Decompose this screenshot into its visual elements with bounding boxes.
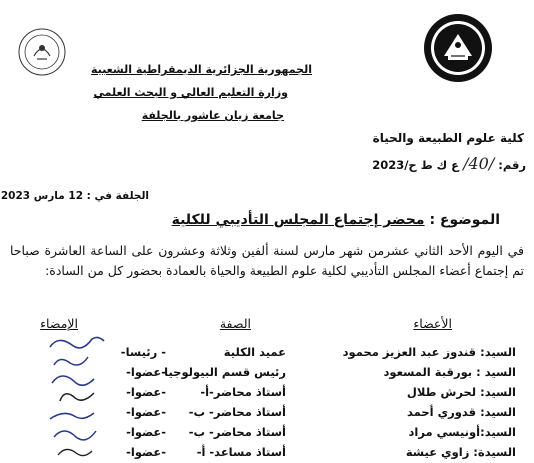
republic-heading: الجمهورية الجزائرية الديمقراطية الشعبية [91, 63, 312, 76]
member-name: السيد : بورقبة المسعود [383, 365, 516, 379]
date-line: الجلفة في : 12 مارس 2023 [0, 190, 149, 202]
member-position: -عضوا- [126, 445, 166, 459]
member-role: أستاذ مساعد- أ- [196, 445, 286, 459]
reference-number: رقم: /40/ ع ك ط ح/2023 [372, 154, 526, 173]
member-role: أستاذ محاضر- ب- [188, 425, 286, 439]
member-position: -عضوا- [126, 405, 166, 419]
member-name: السيد: قدوري أحمد [407, 405, 516, 419]
member-role: أستاذ محاضر- ب- [188, 405, 286, 419]
member-role: رئيس قسم البيولوجيا [164, 365, 286, 379]
member-position: -عضوا- [126, 385, 166, 399]
member-name: السيد: لحرش طلال [406, 385, 516, 399]
member-position: - رئيسا- [120, 345, 166, 359]
university-seal-large [422, 12, 494, 84]
ministry-heading: وزارة التعليم العالي و البحث العلمي [93, 86, 288, 99]
member-name: السيدة: زاوي عيشة [405, 445, 516, 459]
body-paragraph: في اليوم الأحد الثاني عشرمن شهر مارس لسنة ألفين وثلاثة وعشرون على الساعة العاشرة صباحا تم إجتماع أعضاء المجلس التأديبي لكلية علوم الطبيعة والحياة بالعمادة بحضور كل من السادة: [10, 243, 524, 278]
handwritten-signatures [40, 335, 110, 462]
role-column-header: الصفة [219, 316, 251, 331]
member-name: السيد: قندوز عبد العزيز محمود [342, 345, 516, 359]
members-column-header: الأعضاء [413, 316, 452, 331]
faculty-heading: كلية علوم الطبيعة والحياة [372, 131, 524, 145]
member-position: -عضوا- [126, 365, 166, 379]
member-role: أستاذ محاضر-أ- [200, 385, 286, 399]
member-position: -عضوا- [126, 425, 166, 439]
university-seal-small [16, 26, 68, 78]
university-heading: جامعة زيان عاشور بالجلفة [141, 109, 284, 122]
member-role: عميد الكلية [223, 345, 286, 359]
signature-column-header: الإمضاء [40, 316, 78, 331]
subject-line: الموضوع : محضر إجتماع المجلس التأديبي للكلية [171, 212, 500, 228]
member-name: السيد:أونيسي مراد [408, 425, 516, 439]
